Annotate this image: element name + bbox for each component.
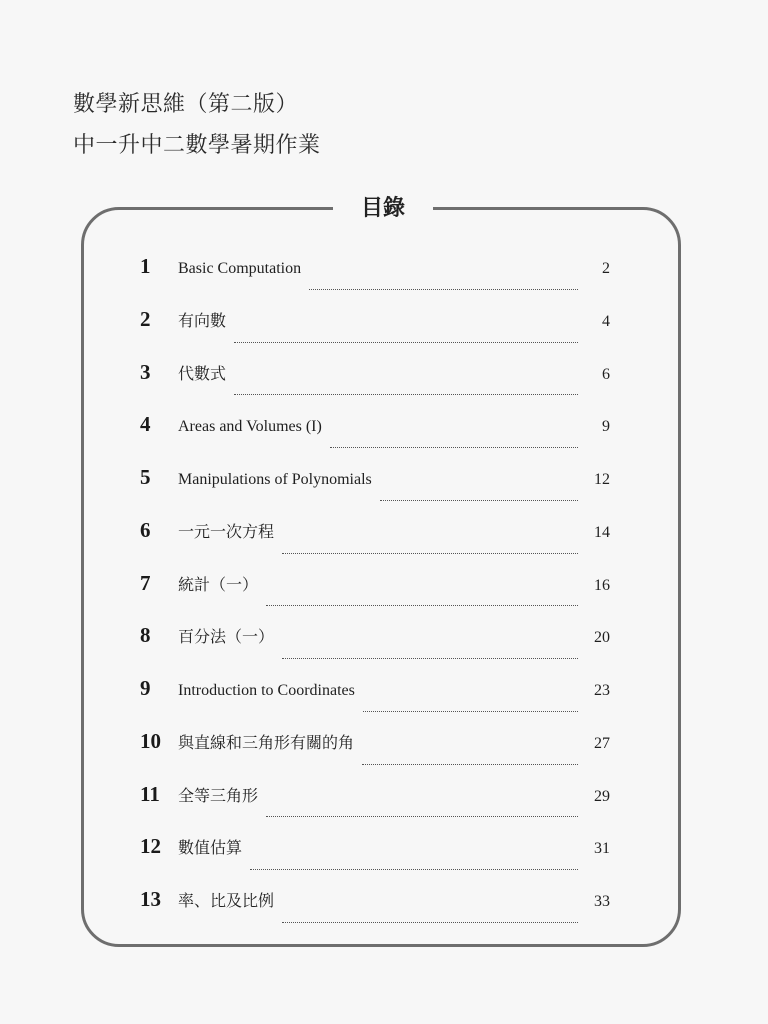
page-number: 27 — [594, 734, 610, 752]
page-number: 9 — [602, 418, 610, 436]
dot-leader — [363, 711, 578, 712]
dot-leader — [234, 394, 578, 395]
page-number: 14 — [594, 523, 610, 541]
chapter-number: 13 — [140, 887, 161, 911]
toc-entry[interactable] — [140, 360, 610, 413]
chapter-number: 8 — [140, 623, 151, 648]
toc-entry[interactable] — [140, 729, 610, 782]
chapter-title[interactable]: 代數式 — [178, 365, 227, 383]
toc-entry[interactable] — [140, 782, 610, 835]
chapter-title[interactable]: 有向數 — [178, 312, 227, 330]
dot-leader — [266, 605, 578, 606]
chapter-title[interactable]: Basic Computation — [178, 260, 302, 277]
page-number: 31 — [594, 840, 610, 858]
chapter-title[interactable]: Areas and Volumes (I) — [178, 418, 322, 436]
chapter-number: 5 — [140, 465, 151, 489]
dot-leader — [250, 869, 578, 870]
book-title: 數學新思維（第二版） — [73, 92, 299, 117]
dot-leader — [380, 500, 578, 501]
table-of-contents-heading: 目錄 — [333, 192, 433, 226]
dot-leader — [282, 553, 578, 554]
toc-entry[interactable] — [140, 518, 610, 571]
chapter-number: 9 — [140, 676, 151, 700]
chapter-title[interactable]: Introduction to Coordinates — [178, 682, 355, 699]
toc-entry[interactable] — [140, 623, 610, 676]
dot-leader — [282, 658, 578, 659]
toc-entry[interactable] — [140, 465, 610, 518]
chapter-number: 11 — [140, 781, 160, 806]
page-number: 23 — [594, 682, 610, 699]
chapter-number: 4 — [140, 412, 151, 437]
book-subtitle: 中一升中二數學暑期作業 — [73, 133, 321, 158]
table-of-contents-list — [140, 254, 610, 940]
page-number: 2 — [602, 260, 610, 277]
chapter-number: 7 — [140, 570, 151, 595]
toc-entry[interactable] — [140, 834, 610, 887]
page-number: 4 — [602, 312, 610, 330]
chapter-number: 12 — [140, 834, 161, 859]
dot-leader — [266, 816, 578, 817]
chapter-title[interactable]: 率、比及比例 — [178, 893, 275, 910]
page-number: 16 — [594, 576, 610, 594]
page-number: 33 — [594, 893, 610, 910]
chapter-number: 3 — [140, 359, 151, 384]
chapter-number: 6 — [140, 517, 151, 542]
chapter-number: 10 — [140, 728, 161, 753]
page-number: 12 — [594, 471, 610, 488]
chapter-title[interactable]: 百分法（一） — [178, 629, 275, 647]
dot-leader — [330, 447, 578, 448]
toc-entry[interactable] — [140, 887, 610, 940]
dot-leader — [282, 922, 578, 923]
toc-entry[interactable] — [140, 254, 610, 307]
toc-entry[interactable] — [140, 307, 610, 360]
toc-entry[interactable] — [140, 412, 610, 465]
chapter-title[interactable]: 統計（一） — [178, 576, 259, 594]
page-number: 20 — [594, 629, 610, 647]
chapter-number: 2 — [140, 306, 151, 331]
toc-entry[interactable] — [140, 676, 610, 729]
chapter-number: 1 — [140, 254, 151, 278]
chapter-title[interactable]: Manipulations of Polynomials — [178, 471, 372, 488]
toc-entry[interactable] — [140, 571, 610, 624]
chapter-title[interactable]: 全等三角形 — [178, 787, 259, 805]
dot-leader — [234, 342, 578, 343]
chapter-title[interactable]: 數值估算 — [178, 840, 243, 858]
page-number: 6 — [602, 365, 610, 383]
dot-leader — [309, 289, 578, 290]
page-number: 29 — [594, 787, 610, 805]
chapter-title[interactable]: 與直線和三角形有關的角 — [178, 734, 355, 752]
chapter-title[interactable]: 一元一次方程 — [178, 523, 275, 541]
dot-leader — [362, 764, 578, 765]
